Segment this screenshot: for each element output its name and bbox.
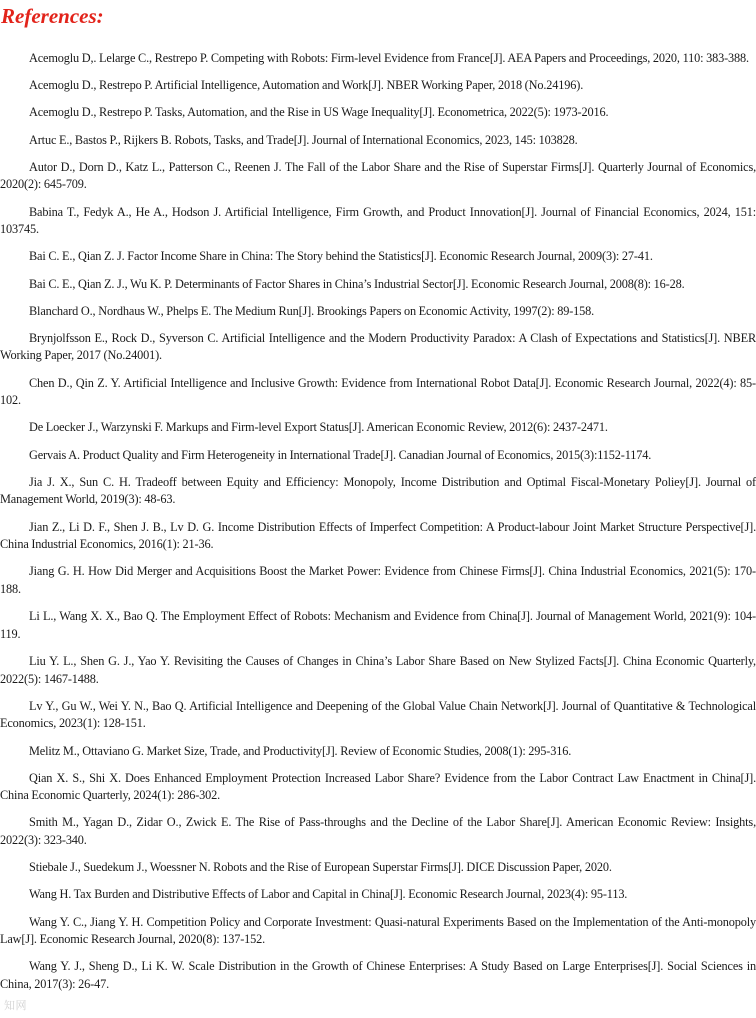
reference-item: Jiang G. H. How Did Merger and Acquisitions Boost the Market Power: Evidence from Chinese Firms[J]. China Industrial Economics, 2021(5): 170-188. <box>0 564 756 596</box>
reference-list <box>0 50 756 1003</box>
reference-item: Qian X. S., Shi X. Does Enhanced Employment Protection Increased Labor Share? Evidence from the Labor Contract Law Enactment in China[J]. China Economic Quarterly, 2024(1): 286-302. <box>0 770 756 803</box>
reference-item: De Loecker J., Warzynski F. Markups and Firm-level Export Status[J]. American Economic Review, 2012(6): 2437-2471. <box>29 420 608 435</box>
references-heading: References: <box>1 4 104 28</box>
reference-item: Gervais A. Product Quality and Firm Heterogeneity in International Trade[J]. Canadian Journal of Economics, 2015(3):1152-1174. <box>29 447 652 462</box>
reference-item: Li L., Wang X. X., Bao Q. The Employment Effect of Robots: Mechanism and Evidence from China[J]. Journal of Management World, 2021(9): 104-119. <box>0 609 756 641</box>
reference-item: Acemoglu D., Restrepo P. Artificial Intelligence, Automation and Work[J]. NBER Working Paper, 2018 (No.24196). <box>29 78 584 93</box>
reference-item: Smith M., Yagan D., Zidar O., Zwick E. The Rise of Pass-throughs and the Decline of the Labor Share[J]. American Economic Review: Insights, 2022(3): 323-340. <box>0 815 756 848</box>
reference-item: Chen D., Qin Z. Y. Artificial Intelligence and Inclusive Growth: Evidence from International Robot Data[J]. Economic Research Journal, 2022(4): 85-102. <box>0 375 756 408</box>
reference-item: Autor D., Dorn D., Katz L., Patterson C., Reenen J. The Fall of the Labor Share and the Rise of Superstar Firms[J]. Quarterly Journal of Economics, 2020(2): 645-709. <box>0 159 756 192</box>
reference-item: Bai C. E., Qian Z. J., Wu K. P. Determinants of Factor Shares in China’s Industrial Sector[J]. Economic Research Journal, 2008(8): 16-28. <box>29 276 685 291</box>
reference-item: Lv Y., Gu W., Wei Y. N., Bao Q. Artificial Intelligence and Deepening of the Global Value Chain Network[J]. Journal of Quantitative & Technological Economics, 2023(1): 128-151. <box>0 698 756 731</box>
reference-item: Jia J. X., Sun C. H. Tradeoff between Equity and Efficiency: Monopoly, Income Distribution and Optimal Fiscal-Monetary Poliey[J]. Journal of Management World, 2019(3): 48-63. <box>0 474 756 507</box>
reference-item: Wang Y. J., Sheng D., Li K. W. Scale Distribution in the Growth of Chinese Enterprises: A Study Based on Large Enterprises[J]. Social Sciences in China, 2017(3): 26-47. <box>0 959 756 991</box>
reference-item: Wang H. Tax Burden and Distributive Effects of Labor and Capital in China[J]. Economic Research Journal, 2023(4): 95-113. <box>29 887 628 902</box>
reference-item: Acemoglu D,. Lelarge C., Restrepo P. Competing with Robots: Firm-level Evidence from France[J]. AEA Papers and Proceedings, 2020, 110: 383-388. <box>29 51 749 65</box>
reference-item: Jian Z., Li D. F., Shen J. B., Lv D. G. Income Distribution Effects of Imperfect Competition: A Product-labour Joint Market Structure Perspective[J]. China Industrial Economics, 2016(1): 21-36. <box>0 519 756 552</box>
reference-item: Stiebale J., Suedekum J., Woessner N. Robots and the Rise of European Superstar Firms[J]. DICE Discussion Paper, 2020. <box>29 860 612 875</box>
reference-item: Bai C. E., Qian Z. J. Factor Income Share in China: The Story behind the Statistics[J]. Economic Research Journal, 2009(3): 27-41. <box>29 249 653 264</box>
reference-item: Acemoglu D., Restrepo P. Tasks, Automation, and the Rise in US Wage Inequality[J]. Econometrica, 2022(5): 1973-2016. <box>29 105 609 120</box>
reference-item: Artuc E., Bastos P., Rijkers B. Robots, Tasks, and Trade[J]. Journal of International Economics, 2023, 145: 103828. <box>29 132 578 147</box>
reference-item: Brynjolfsson E., Rock D., Syverson C. Artificial Intelligence and the Modern Productivity Paradox: A Clash of Expectations and Statistics[J]. NBER Working Paper, 2017 (No.24001). <box>0 330 756 363</box>
reference-item: Babina T., Fedyk A., He A., Hodson J. Artificial Intelligence, Firm Growth, and Product Innovation[J]. Journal of Financial Economics, 2024, 151: 103745. <box>0 204 756 237</box>
reference-item: Liu Y. L., Shen G. J., Yao Y. Revisiting the Causes of Changes in China’s Labor Share Based on New Stylized Facts[J]. China Economic Quarterly, 2022(5): 1467-1488. <box>0 653 756 686</box>
reference-item: Wang Y. C., Jiang Y. H. Competition Policy and Corporate Investment: Quasi-natural Experiments Based on the Implementation of the Anti-monopoly Law[J]. Economic Research Journal, 2020(8): 137-152. <box>0 914 756 947</box>
watermark: 知网 <box>4 1000 27 1012</box>
reference-item: Melitz M., Ottaviano G. Market Size, Trade, and Productivity[J]. Review of Economic Studies, 2008(1): 295-316. <box>29 743 572 758</box>
reference-item: Blanchard O., Nordhaus W., Phelps E. The Medium Run[J]. Brookings Papers on Economic Activity, 1997(2): 89-158. <box>29 303 595 318</box>
